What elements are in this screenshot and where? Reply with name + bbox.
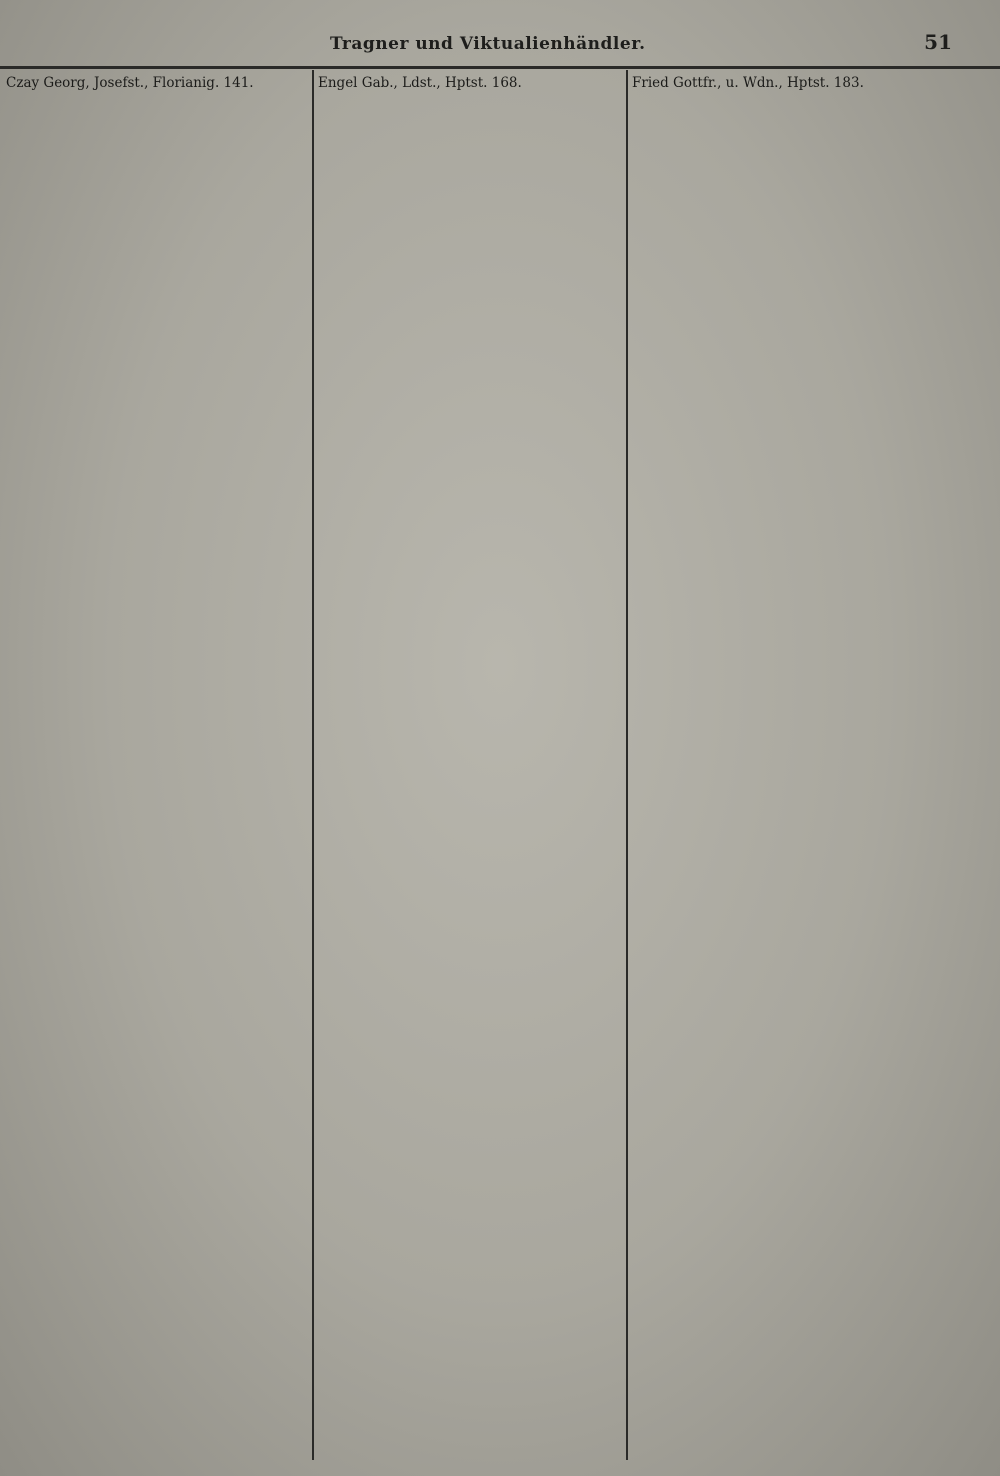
directory-entry (632, 538, 958, 557)
directory-entry (318, 1150, 624, 1169)
directory-entry (318, 259, 624, 278)
directory-entry (6, 259, 308, 278)
directory-entry (318, 426, 624, 445)
column-divider (626, 70, 628, 1460)
directory-entry (318, 1094, 624, 1113)
directory-entry (632, 1261, 958, 1280)
directory-entry (6, 649, 308, 668)
directory-entry (632, 1020, 958, 1039)
directory-entry (632, 185, 958, 204)
directory-entry (318, 630, 624, 649)
directory-entry (6, 853, 308, 872)
directory-entry (632, 779, 958, 798)
directory-entry (6, 538, 308, 557)
directory-entry (632, 371, 958, 390)
directory-entry (318, 1242, 624, 1261)
directory-entry (6, 1094, 308, 1113)
directory-entry (318, 389, 624, 408)
directory-entry (318, 371, 624, 390)
directory-entry (6, 1428, 308, 1447)
page-number: 51 (924, 30, 952, 54)
directory-entry (318, 1317, 624, 1336)
directory-entry (318, 649, 624, 668)
directory-entry (6, 315, 308, 334)
directory-entry (318, 890, 624, 909)
directory-entry (632, 649, 958, 668)
directory-entry (632, 1205, 958, 1224)
directory-entry (318, 93, 624, 112)
directory-entry (632, 1317, 958, 1336)
directory-entry (6, 1446, 308, 1464)
directory-entry (318, 315, 624, 334)
directory-entry (6, 593, 308, 612)
directory-entry (6, 1057, 308, 1076)
directory-entry (318, 445, 624, 464)
directory-entry (632, 148, 958, 167)
directory-entry (318, 1038, 624, 1057)
directory-entry (6, 130, 308, 149)
directory-entry (6, 408, 308, 427)
directory-entry (632, 872, 958, 891)
directory-entry (6, 148, 308, 167)
page-title: Tragner und Viktualienhändler. (330, 34, 646, 54)
directory-entry (6, 445, 308, 464)
directory-entry (6, 686, 308, 705)
directory-entry (318, 575, 624, 594)
directory-entry (318, 463, 624, 482)
directory-entry (318, 241, 624, 260)
directory-entry (632, 1187, 958, 1206)
directory-entry (318, 834, 624, 853)
directory-entry (632, 1168, 958, 1187)
directory-entry (632, 1391, 958, 1410)
directory-entry (632, 389, 958, 408)
directory-entry (632, 204, 958, 223)
directory-entry (318, 1372, 624, 1391)
directory-entry (318, 1335, 624, 1354)
directory-entry (318, 185, 624, 204)
directory-entry (318, 964, 624, 983)
directory-entry (6, 612, 308, 631)
directory-entry (632, 946, 958, 965)
directory-entry (6, 927, 308, 946)
directory-entry: Fried Gottfr., u. Wdn., Hptst. 183. (632, 75, 864, 91)
directory-entry (6, 334, 308, 353)
directory-entry (632, 1242, 958, 1261)
directory-entry (6, 723, 308, 742)
directory-entry (318, 705, 624, 724)
directory-entry (318, 760, 624, 779)
directory-entry (318, 297, 624, 316)
directory-entry (632, 352, 958, 371)
directory-entry (632, 705, 958, 724)
directory-entry (6, 185, 308, 204)
directory-entry (632, 575, 958, 594)
directory-entry (632, 241, 958, 260)
directory-entry (6, 760, 308, 779)
directory-entry (318, 612, 624, 631)
directory-entry (6, 1224, 308, 1243)
directory-entry (6, 463, 308, 482)
directory-entry (632, 630, 958, 649)
directory-entry (318, 723, 624, 742)
directory-entry (632, 1038, 958, 1057)
directory-entry (6, 1317, 308, 1336)
directory-entry (632, 816, 958, 835)
directory-entry (632, 1224, 958, 1243)
directory-entry (632, 909, 958, 928)
directory-entry (632, 964, 958, 983)
directory-entry (6, 519, 308, 538)
directory-entry (318, 408, 624, 427)
directory-entry (318, 334, 624, 353)
directory-entry (6, 705, 308, 724)
directory-entry (632, 983, 958, 1002)
directory-entry (632, 1428, 958, 1447)
directory-entry (632, 1113, 958, 1132)
directory-entry (6, 1372, 308, 1391)
directory-entry (318, 501, 624, 520)
directory-entry (318, 872, 624, 891)
directory-entry (6, 204, 308, 223)
directory-entry (6, 222, 308, 241)
directory-entry (632, 501, 958, 520)
directory-entry (318, 130, 624, 149)
directory-entry (318, 668, 624, 687)
directory-entry: Czay Georg, Josefst., Florianig. 141. (6, 75, 254, 91)
directory-entry (6, 1113, 308, 1132)
directory-entry (6, 890, 308, 909)
directory-entry (632, 93, 958, 112)
directory-entry (318, 779, 624, 798)
directory-entry (632, 222, 958, 241)
directory-entry (6, 278, 308, 297)
directory-entry (318, 1391, 624, 1410)
directory-entry (632, 1409, 958, 1428)
directory-entry (6, 946, 308, 965)
directory-entry (6, 742, 308, 761)
directory-entry (6, 1205, 308, 1224)
directory-entry (632, 556, 958, 575)
directory-entry (6, 111, 308, 130)
directory-entry (318, 816, 624, 835)
directory-entry (318, 946, 624, 965)
directory-entry (318, 111, 624, 130)
directory-entry (632, 259, 958, 278)
directory-entry (632, 445, 958, 464)
directory-entry (632, 927, 958, 946)
directory-entry (6, 1131, 308, 1150)
directory-entry (632, 668, 958, 687)
directory-entry (318, 1020, 624, 1039)
directory-entry (632, 593, 958, 612)
directory-entry (318, 1261, 624, 1280)
directory-entry (318, 1113, 624, 1132)
directory-entry (318, 538, 624, 557)
directory-entry (6, 501, 308, 520)
directory-entry (6, 1001, 308, 1020)
header-rule (0, 66, 1000, 69)
directory-entry (6, 167, 308, 186)
directory-entry (318, 742, 624, 761)
directory-entry (6, 297, 308, 316)
directory-entry (632, 890, 958, 909)
directory-entry (318, 148, 624, 167)
directory-entry: Engel Gab., Ldst., Hptst. 168. (318, 75, 522, 91)
directory-entry (632, 426, 958, 445)
directory-entry (318, 482, 624, 501)
directory-entry (632, 1446, 958, 1464)
directory-entry (6, 1261, 308, 1280)
directory-entry (632, 315, 958, 334)
directory-entry (632, 1298, 958, 1317)
directory-entry (6, 816, 308, 835)
directory-entry (318, 686, 624, 705)
directory-entry (318, 556, 624, 575)
directory-entry (632, 1280, 958, 1299)
directory-entry (6, 1076, 308, 1095)
directory-entry (6, 1038, 308, 1057)
directory-entry (318, 222, 624, 241)
directory-entry (6, 1335, 308, 1354)
directory-entry (6, 352, 308, 371)
directory-entry (632, 1354, 958, 1373)
directory-entry (6, 556, 308, 575)
directory-entry (6, 1280, 308, 1299)
directory-entry (632, 1057, 958, 1076)
directory-entry (632, 1076, 958, 1095)
directory-entry (6, 1391, 308, 1410)
directory-entry (6, 426, 308, 445)
directory-entry (632, 408, 958, 427)
directory-column-2 (318, 74, 624, 1464)
directory-entry (632, 797, 958, 816)
directory-entry (6, 575, 308, 594)
directory-entry (6, 797, 308, 816)
directory-entry (318, 797, 624, 816)
directory-entry (318, 1057, 624, 1076)
directory-column-3 (632, 74, 958, 1464)
directory-entry (632, 482, 958, 501)
directory-entry (632, 1131, 958, 1150)
directory-entry (318, 278, 624, 297)
directory-entry (318, 1354, 624, 1373)
directory-entry (318, 1224, 624, 1243)
directory-entry (632, 334, 958, 353)
directory-entry (6, 834, 308, 853)
directory-entry (632, 519, 958, 538)
directory-entry (632, 111, 958, 130)
directory-entry (6, 1020, 308, 1039)
directory-entry (632, 1001, 958, 1020)
directory-entry (318, 853, 624, 872)
directory-entry (632, 723, 958, 742)
directory-entry (318, 1446, 624, 1464)
directory-entry (632, 463, 958, 482)
directory-entry (6, 1187, 308, 1206)
directory-entry (6, 1150, 308, 1169)
directory-entry (318, 352, 624, 371)
directory-entry (318, 1409, 624, 1428)
directory-entry (6, 909, 308, 928)
directory-entry (6, 630, 308, 649)
directory-entry (318, 1168, 624, 1187)
directory-entry (318, 519, 624, 538)
directory-entry (6, 482, 308, 501)
directory-entry (6, 93, 308, 112)
directory-entry (6, 1168, 308, 1187)
directory-entry (6, 1242, 308, 1261)
directory-entry (632, 1335, 958, 1354)
directory-entry (632, 130, 958, 149)
directory-entry (318, 204, 624, 223)
directory-entry (632, 686, 958, 705)
directory-entry (318, 1428, 624, 1447)
directory-entry (632, 297, 958, 316)
directory-entry (318, 983, 624, 1002)
directory-entry (632, 1372, 958, 1391)
directory-entry (632, 760, 958, 779)
directory-entry (6, 1354, 308, 1373)
directory-entry (632, 853, 958, 872)
directory-entry (318, 909, 624, 928)
directory-entry (318, 1280, 624, 1299)
directory-entry (632, 1150, 958, 1169)
directory-entry (6, 1298, 308, 1317)
directory-entry (632, 612, 958, 631)
directory-entry (6, 964, 308, 983)
directory-entry (6, 668, 308, 687)
directory-entry (632, 167, 958, 186)
directory-entry (6, 983, 308, 1002)
directory-entry (318, 1131, 624, 1150)
directory-entry (318, 1187, 624, 1206)
page-header (0, 30, 1000, 64)
directory-entry (6, 779, 308, 798)
directory-entry (318, 1205, 624, 1224)
column-divider (312, 70, 314, 1460)
directory-column-1 (6, 74, 308, 1464)
directory-entry (318, 1298, 624, 1317)
directory-entry (318, 1076, 624, 1095)
directory-entry (6, 389, 308, 408)
directory-entry (318, 593, 624, 612)
directory-entry (632, 742, 958, 761)
directory-entry (6, 872, 308, 891)
directory-entry (6, 1409, 308, 1428)
directory-entry (632, 278, 958, 297)
directory-entry (6, 371, 308, 390)
directory-entry (632, 834, 958, 853)
directory-entry (318, 1001, 624, 1020)
directory-entry (632, 1094, 958, 1113)
directory-entry (318, 927, 624, 946)
directory-entry (6, 241, 308, 260)
directory-entry (318, 167, 624, 186)
